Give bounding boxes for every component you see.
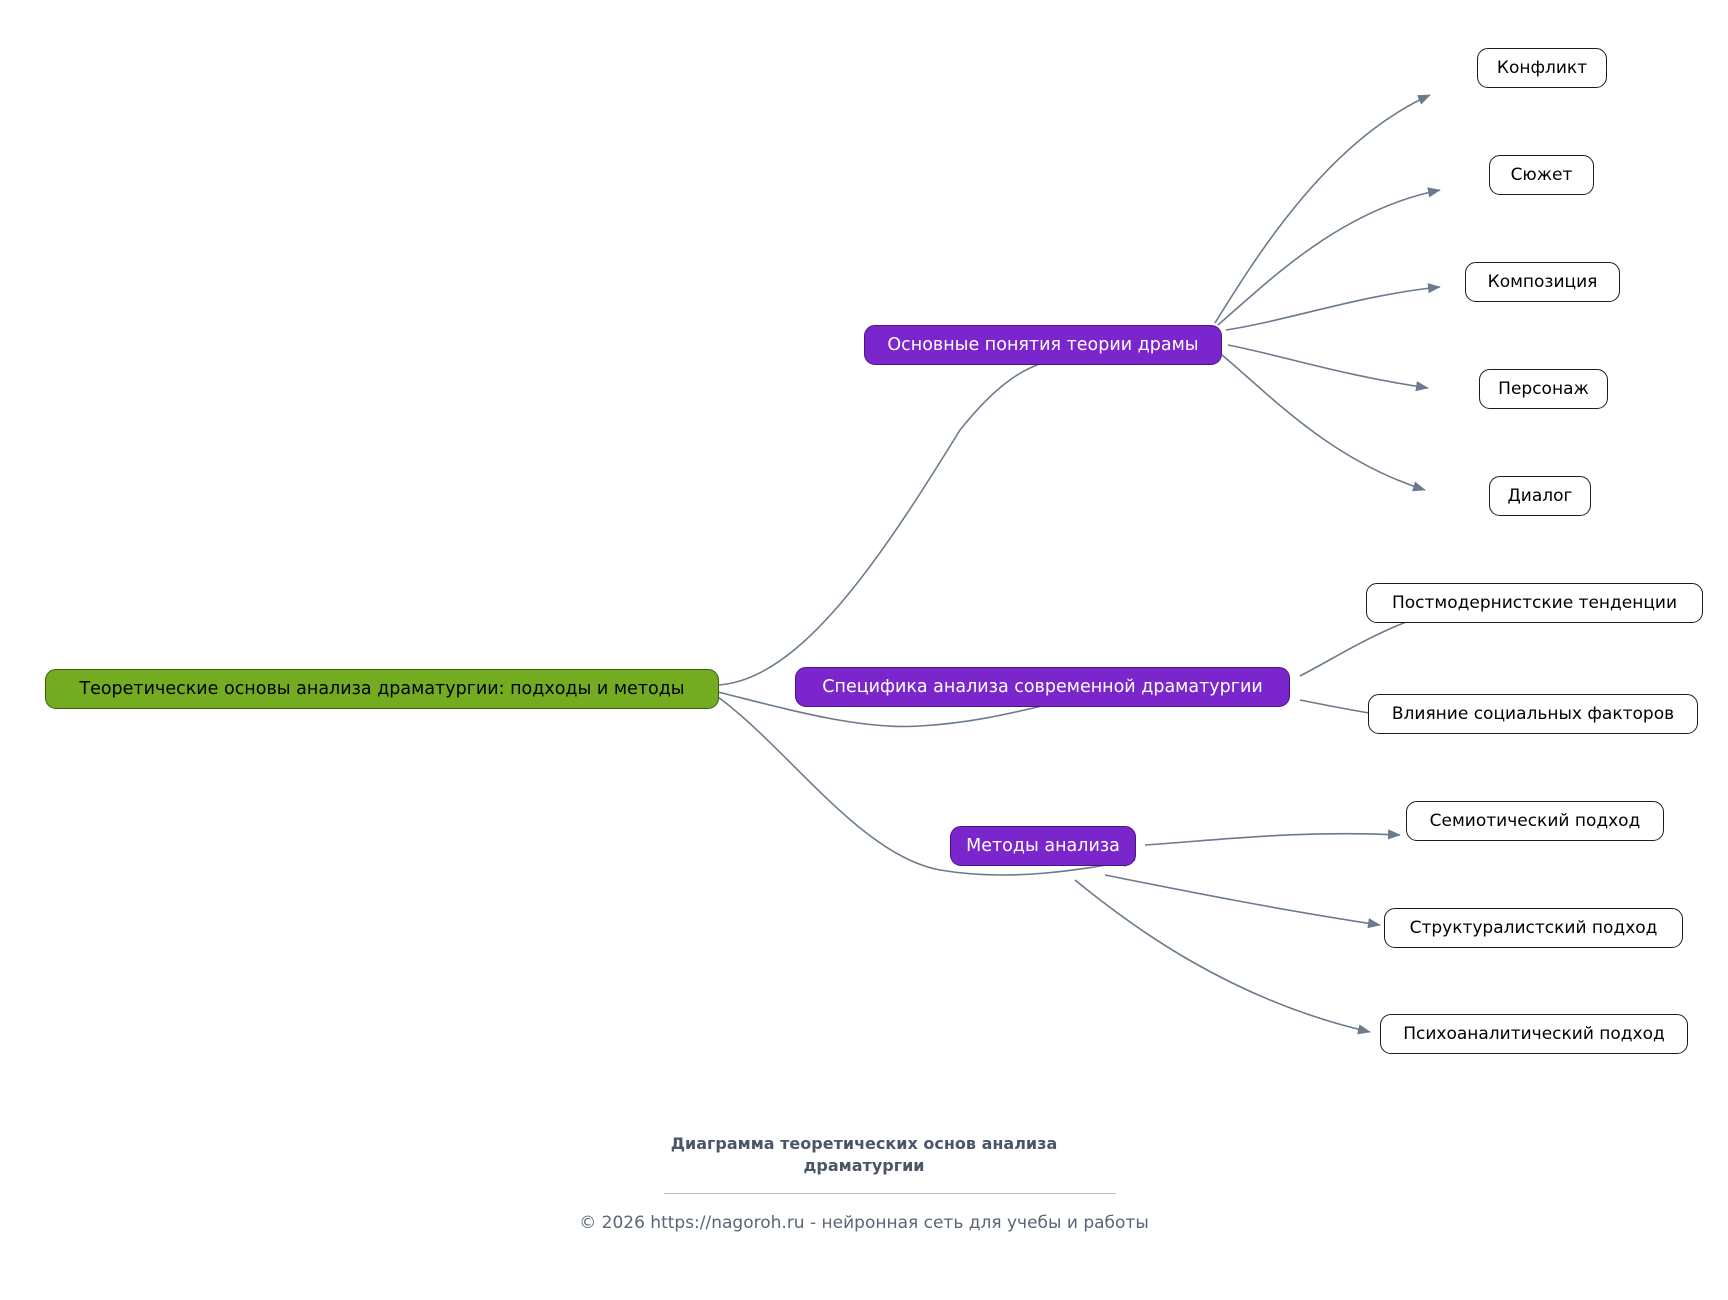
diagram-caption [0, 1133, 1728, 1176]
node-branch-specifika[interactable] [795, 667, 1290, 707]
node-branch-label: Основные понятия теории драмы [887, 334, 1199, 355]
node-leaf-label: Семиотический подход [1429, 810, 1641, 831]
edge-root-to-osnovnye [718, 355, 1080, 685]
node-leaf-label: Психоаналитический подход [1403, 1023, 1665, 1044]
node-root-label: Теоретические основы анализа драматургии: подходы и методы [79, 678, 685, 699]
node-leaf-label: Влияние социальных факторов [1391, 703, 1675, 724]
edge-osnovnye-to-konflikt [1215, 95, 1430, 323]
node-leaf-strukturalistskiy-podhod[interactable] [1384, 908, 1683, 948]
edge-metody-to-strukturalistskiy [1105, 875, 1380, 925]
node-leaf-dialog[interactable] [1489, 476, 1591, 516]
edge-osnovnye-to-dialog [1222, 355, 1425, 490]
node-leaf-postmodernistskie-tendencii[interactable] [1366, 583, 1703, 623]
node-leaf-label: Постмодернистские тенденции [1391, 592, 1678, 613]
edge-osnovnye-to-syuzhet [1218, 190, 1440, 325]
node-branch-label: Методы анализа [966, 835, 1120, 856]
node-branch-label: Специфика анализа современной драматургии [822, 676, 1263, 697]
node-leaf-label: Сюжет [1510, 164, 1573, 185]
node-branch-metody-analiza[interactable] [950, 826, 1136, 866]
footer-credit: © 2026 https://nagoroh.ru - нейронная сеть для учебы и работы [579, 1213, 1149, 1233]
diagram-caption-line1: Диаграмма теоретических основ анализа [670, 1134, 1058, 1153]
node-leaf-personazh[interactable] [1479, 369, 1608, 409]
node-leaf-vliyanie-socialnyh-faktorov[interactable] [1368, 694, 1698, 734]
node-root[interactable] [45, 669, 719, 709]
edge-metody-to-semioticheskiy [1145, 834, 1400, 845]
diagram-caption-line2: драматургии [803, 1155, 925, 1175]
node-leaf-syuzhet[interactable] [1489, 155, 1594, 195]
edge-osnovnye-to-kompoziciya [1226, 287, 1440, 330]
node-leaf-label: Конфликт [1496, 57, 1588, 78]
edge-osnovnye-to-personazh [1228, 345, 1428, 388]
edge-metody-to-psihoanaliticheskiy [1075, 880, 1370, 1032]
node-leaf-label: Структуралистский подход [1409, 917, 1658, 938]
node-leaf-semioticheskiy-podhod[interactable] [1406, 801, 1664, 841]
node-leaf-konflikt[interactable] [1477, 48, 1607, 88]
node-leaf-kompoziciya[interactable] [1465, 262, 1620, 302]
footer-divider [664, 1193, 1116, 1194]
node-branch-osnovnye-ponyatiya[interactable] [864, 325, 1222, 365]
node-leaf-label: Композиция [1487, 271, 1598, 292]
node-leaf-label: Персонаж [1498, 378, 1589, 399]
node-leaf-label: Диалог [1507, 485, 1573, 506]
node-leaf-psihoanaliticheskiy-podhod[interactable] [1380, 1014, 1688, 1054]
